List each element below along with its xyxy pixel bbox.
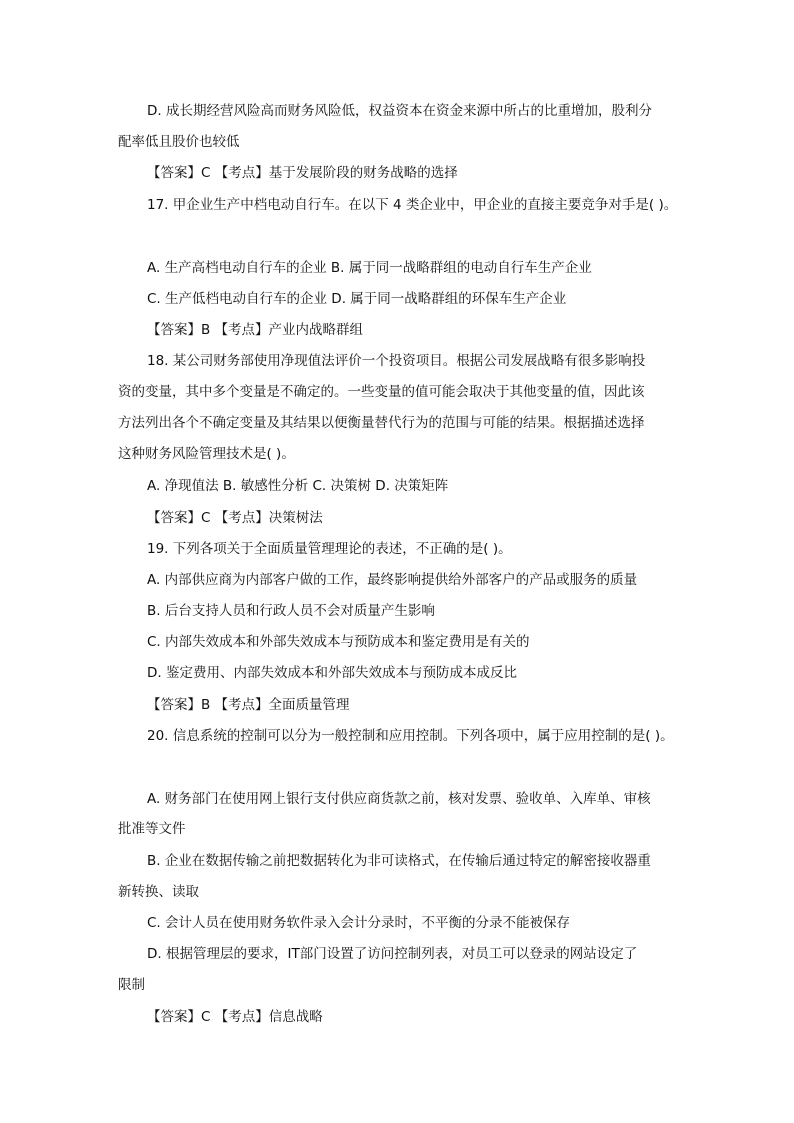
q17-stem: 17. 甲企业生产中档电动自行车。在以下 4 类企业中，甲企业的直接主要竞争对手是( )。	[147, 197, 678, 213]
q20-option-d-line1: D. 根据管理层的要求，IT部门设置了访问控制列表，对员工可以登录的网站设定了	[147, 946, 638, 962]
q18-stem-line4: 这种财务风险管理技术是( )。	[118, 446, 295, 462]
q16-option-d-line1: D. 成长期经营风险高而财务风险低，权益资本在资金来源中所占的比重增加，股利分	[147, 103, 652, 119]
q20-answer: 【答案】C 【考点】信息战略	[147, 1009, 323, 1025]
q20-option-b-line2: 新转换、读取	[118, 884, 199, 900]
q17-answer: 【答案】B 【考点】产业内战略群组	[147, 322, 364, 338]
q18-stem-line1: 18. 某公司财务部使用净现值法评价一个投资项目。根据公司发展战略有很多影响投	[147, 353, 646, 369]
q19-option-c: C. 内部失效成本和外部失效成本与预防成本和鉴定费用是有关的	[147, 634, 530, 650]
q16-option-d-line2: 配率低且股价也较低	[118, 134, 240, 150]
q18-options: A. 净现值法 B. 敏感性分析 C. 决策树 D. 决策矩阵	[147, 478, 449, 494]
q17-options-cd: C. 生产低档电动自行车的企业 D. 属于同一战略群组的环保车生产企业	[147, 291, 567, 307]
q18-stem-line2: 资的变量，其中多个变量是不确定的。一些变量的值可能会取决于其他变量的值，因此该	[118, 384, 645, 400]
q20-option-b-line1: B. 企业在数据传输之前把数据转化为非可读格式，在传输后通过特定的解密接收器重	[147, 853, 651, 869]
q16-answer: 【答案】C 【考点】基于发展阶段的财务战略的选择	[147, 165, 458, 181]
q20-option-a-line2: 批准等文件	[118, 821, 186, 837]
q19-option-b: B. 后台支持人员和行政人员不会对质量产生影响	[147, 603, 435, 619]
q19-stem: 19. 下列各项关于全面质量管理理论的表述，不正确的是( )。	[147, 541, 512, 557]
q18-answer: 【答案】C 【考点】决策树法	[147, 510, 323, 526]
q19-option-a: A. 内部供应商为内部客户做的工作，最终影响提供给外部客户的产品或服务的质量	[147, 572, 638, 588]
q18-stem-line3: 方法列出各个不确定变量及其结果以便衡量替代行为的范围与可能的结果。根据描述选择	[118, 415, 645, 431]
q20-option-c: C. 会计人员在使用财务软件录入会计分录时，不平衡的分录不能被保存	[147, 915, 571, 931]
q19-option-d: D. 鉴定费用、内部失效成本和外部失效成本与预防成本成反比	[147, 665, 517, 681]
q19-answer: 【答案】B 【考点】全面质量管理	[147, 697, 350, 713]
q17-options-ab: A. 生产高档电动自行车的企业 B. 属于同一战略群组的电动自行车生产企业	[147, 260, 592, 276]
q20-option-d-line2: 限制	[118, 977, 145, 993]
q20-option-a-line1: A. 财务部门在使用网上银行支付供应商货款之前，核对发票、验收单、入库单、审核	[147, 791, 651, 807]
q20-stem: 20. 信息系统的控制可以分为一般控制和应用控制。下列各项中，属于应用控制的是( )。	[147, 728, 674, 744]
